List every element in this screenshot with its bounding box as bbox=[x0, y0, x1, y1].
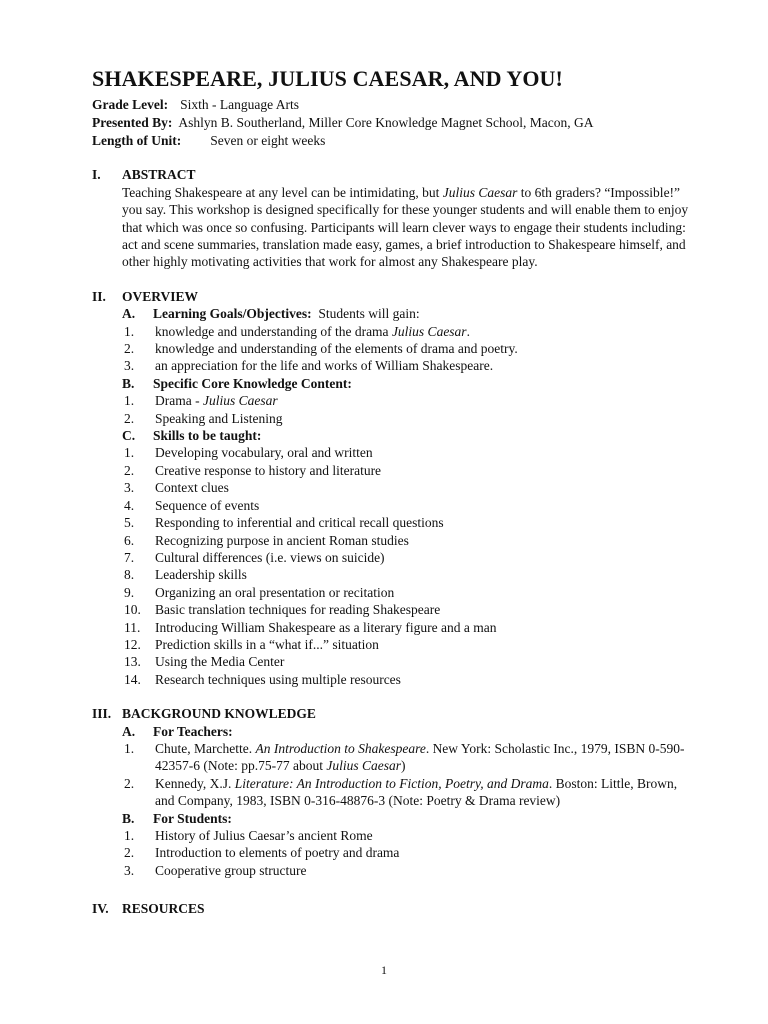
page-number: 1 bbox=[381, 963, 387, 977]
item-number: 1. bbox=[124, 393, 135, 409]
subsection-for-students: B. For Students: bbox=[122, 810, 232, 826]
skill-item: 11. Introducing William Shakespeare as a literary figure and a man bbox=[124, 619, 497, 635]
item-number: 4. bbox=[124, 497, 135, 513]
section-number: I. bbox=[92, 167, 101, 183]
section-resources bbox=[92, 900, 692, 917]
skill-item: 9. Organizing an oral presentation or recitation bbox=[124, 584, 395, 600]
item-number: 2. bbox=[124, 845, 135, 861]
skill-item: 5. Responding to inferential and critical recall questions bbox=[124, 515, 444, 531]
skills-list bbox=[92, 444, 692, 688]
item-number: 2. bbox=[124, 410, 135, 426]
goal-item: 3. an appreciation for the life and works of William Shakespeare. bbox=[124, 358, 494, 374]
item-number: 2. bbox=[124, 462, 135, 478]
subsection-goals: A. Learning Goals/Objectives: Students will gain: bbox=[122, 306, 420, 322]
item-number: 10. bbox=[124, 602, 141, 618]
skill-item: 2. Creative response to history and literature bbox=[124, 462, 382, 478]
section-background-knowledge bbox=[92, 705, 692, 879]
item-number: 12. bbox=[124, 636, 141, 652]
student-knowledge-item: 2. Introduction to elements of poetry and drama bbox=[124, 845, 400, 861]
core-content-item: 2. Speaking and Listening bbox=[124, 410, 283, 426]
skill-item: 4. Sequence of events bbox=[124, 497, 260, 513]
grade-level-row: Grade Level: Sixth - Language Arts bbox=[92, 97, 299, 112]
section-number: III. bbox=[92, 706, 112, 722]
skill-item: 6. Recognizing purpose in ancient Roman studies bbox=[124, 532, 409, 548]
core-content-item: 1. Drama - Julius Caesar bbox=[124, 393, 278, 409]
item-number: 3. bbox=[124, 358, 135, 374]
section-heading: ABSTRACT bbox=[122, 167, 196, 183]
unit-meta bbox=[92, 96, 692, 149]
item-number: 3. bbox=[124, 480, 135, 496]
subsection-core-content: B. Specific Core Knowledge Content: bbox=[122, 375, 352, 391]
item-number: 7. bbox=[124, 549, 135, 565]
goals-list bbox=[92, 323, 692, 375]
item-number: 9. bbox=[124, 584, 135, 600]
abstract-text: Teaching Shakespeare at any level can be intimidating, but Julius Caesar to 6th graders? “Impossible!” you say. This workshop is designed specifically for these younger students and will enable them to enjoy that which was once so confusing. Participants will learn clever ways to engage their students including: act and scene summaries, translation made easy, games, a brief introduction to Shakespeare himself, and other highly motivating activities that work for almost any Shakespeare play. bbox=[122, 184, 689, 270]
core-content-list bbox=[92, 392, 692, 427]
skill-item: 7. Cultural differences (i.e. views on suicide) bbox=[124, 549, 385, 565]
section-overview bbox=[92, 288, 692, 688]
item-number: 1. bbox=[124, 740, 135, 756]
item-number: 5. bbox=[124, 515, 135, 531]
section-heading: RESOURCES bbox=[122, 901, 205, 917]
presented-by-row: Presented By: Ashlyn B. Southerland, Miller Core Knowledge Magnet School, Macon, GA bbox=[92, 114, 594, 130]
reference-item: 1. Chute, Marchette. An Introduction to Shakespeare. New York: Scholastic Inc., 1979, ISBN 0-590-42357-6 (Note: pp.75-77 about Julius Caesar) bbox=[124, 740, 685, 774]
student-knowledge-list bbox=[92, 827, 692, 879]
teacher-references-list bbox=[92, 740, 692, 810]
student-knowledge-item: 1. History of Julius Caesar’s ancient Rome bbox=[124, 828, 373, 844]
student-knowledge-item: 3. Cooperative group structure bbox=[124, 862, 307, 878]
item-number: 1. bbox=[124, 445, 135, 461]
length-of-unit-row: Length of Unit: Seven or eight weeks bbox=[92, 132, 326, 148]
section-heading: BACKGROUND KNOWLEDGE bbox=[122, 706, 316, 722]
skill-item: 3. Context clues bbox=[124, 480, 229, 496]
skill-item: 14. Research techniques using multiple resources bbox=[124, 671, 401, 687]
item-number: 13. bbox=[124, 654, 141, 670]
document-page bbox=[92, 66, 692, 918]
subsection-for-teachers: A. For Teachers: bbox=[122, 723, 233, 739]
subsection-skills: C. Skills to be taught: bbox=[122, 428, 262, 444]
item-number: 14. bbox=[124, 671, 141, 687]
item-number: 8. bbox=[124, 567, 135, 583]
skill-item: 1. Developing vocabulary, oral and written bbox=[124, 445, 373, 461]
section-abstract bbox=[92, 166, 692, 270]
section-number: IV. bbox=[92, 901, 109, 917]
item-number: 3. bbox=[124, 862, 135, 878]
skill-item: 12. Prediction skills in a “what if...” situation bbox=[124, 636, 379, 652]
section-heading: OVERVIEW bbox=[122, 288, 199, 304]
item-number: 1. bbox=[124, 828, 135, 844]
item-number: 11. bbox=[124, 619, 141, 635]
document-title: SHAKESPEARE, JULIUS CAESAR, AND YOU! bbox=[92, 66, 563, 91]
item-number: 1. bbox=[124, 323, 135, 339]
item-number: 2. bbox=[124, 341, 135, 357]
goal-item: 2. knowledge and understanding of the elements of drama and poetry. bbox=[124, 341, 518, 357]
item-number: 6. bbox=[124, 532, 135, 548]
skill-item: 10. Basic translation techniques for reading Shakespeare bbox=[124, 602, 441, 618]
section-number: II. bbox=[92, 288, 106, 304]
goal-item: 1. knowledge and understanding of the drama Julius Caesar. bbox=[124, 323, 470, 339]
reference-item: 2. Kennedy, X.J. Literature: An Introduction to Fiction, Poetry, and Drama. Boston: Little, Brown, and Company, 1983, ISBN 0-316-48876-3 (Note: Poetry & Drama review) bbox=[124, 775, 678, 809]
skill-item: 8. Leadership skills bbox=[124, 567, 247, 583]
item-number: 2. bbox=[124, 775, 135, 791]
skill-item: 13. Using the Media Center bbox=[124, 654, 285, 670]
